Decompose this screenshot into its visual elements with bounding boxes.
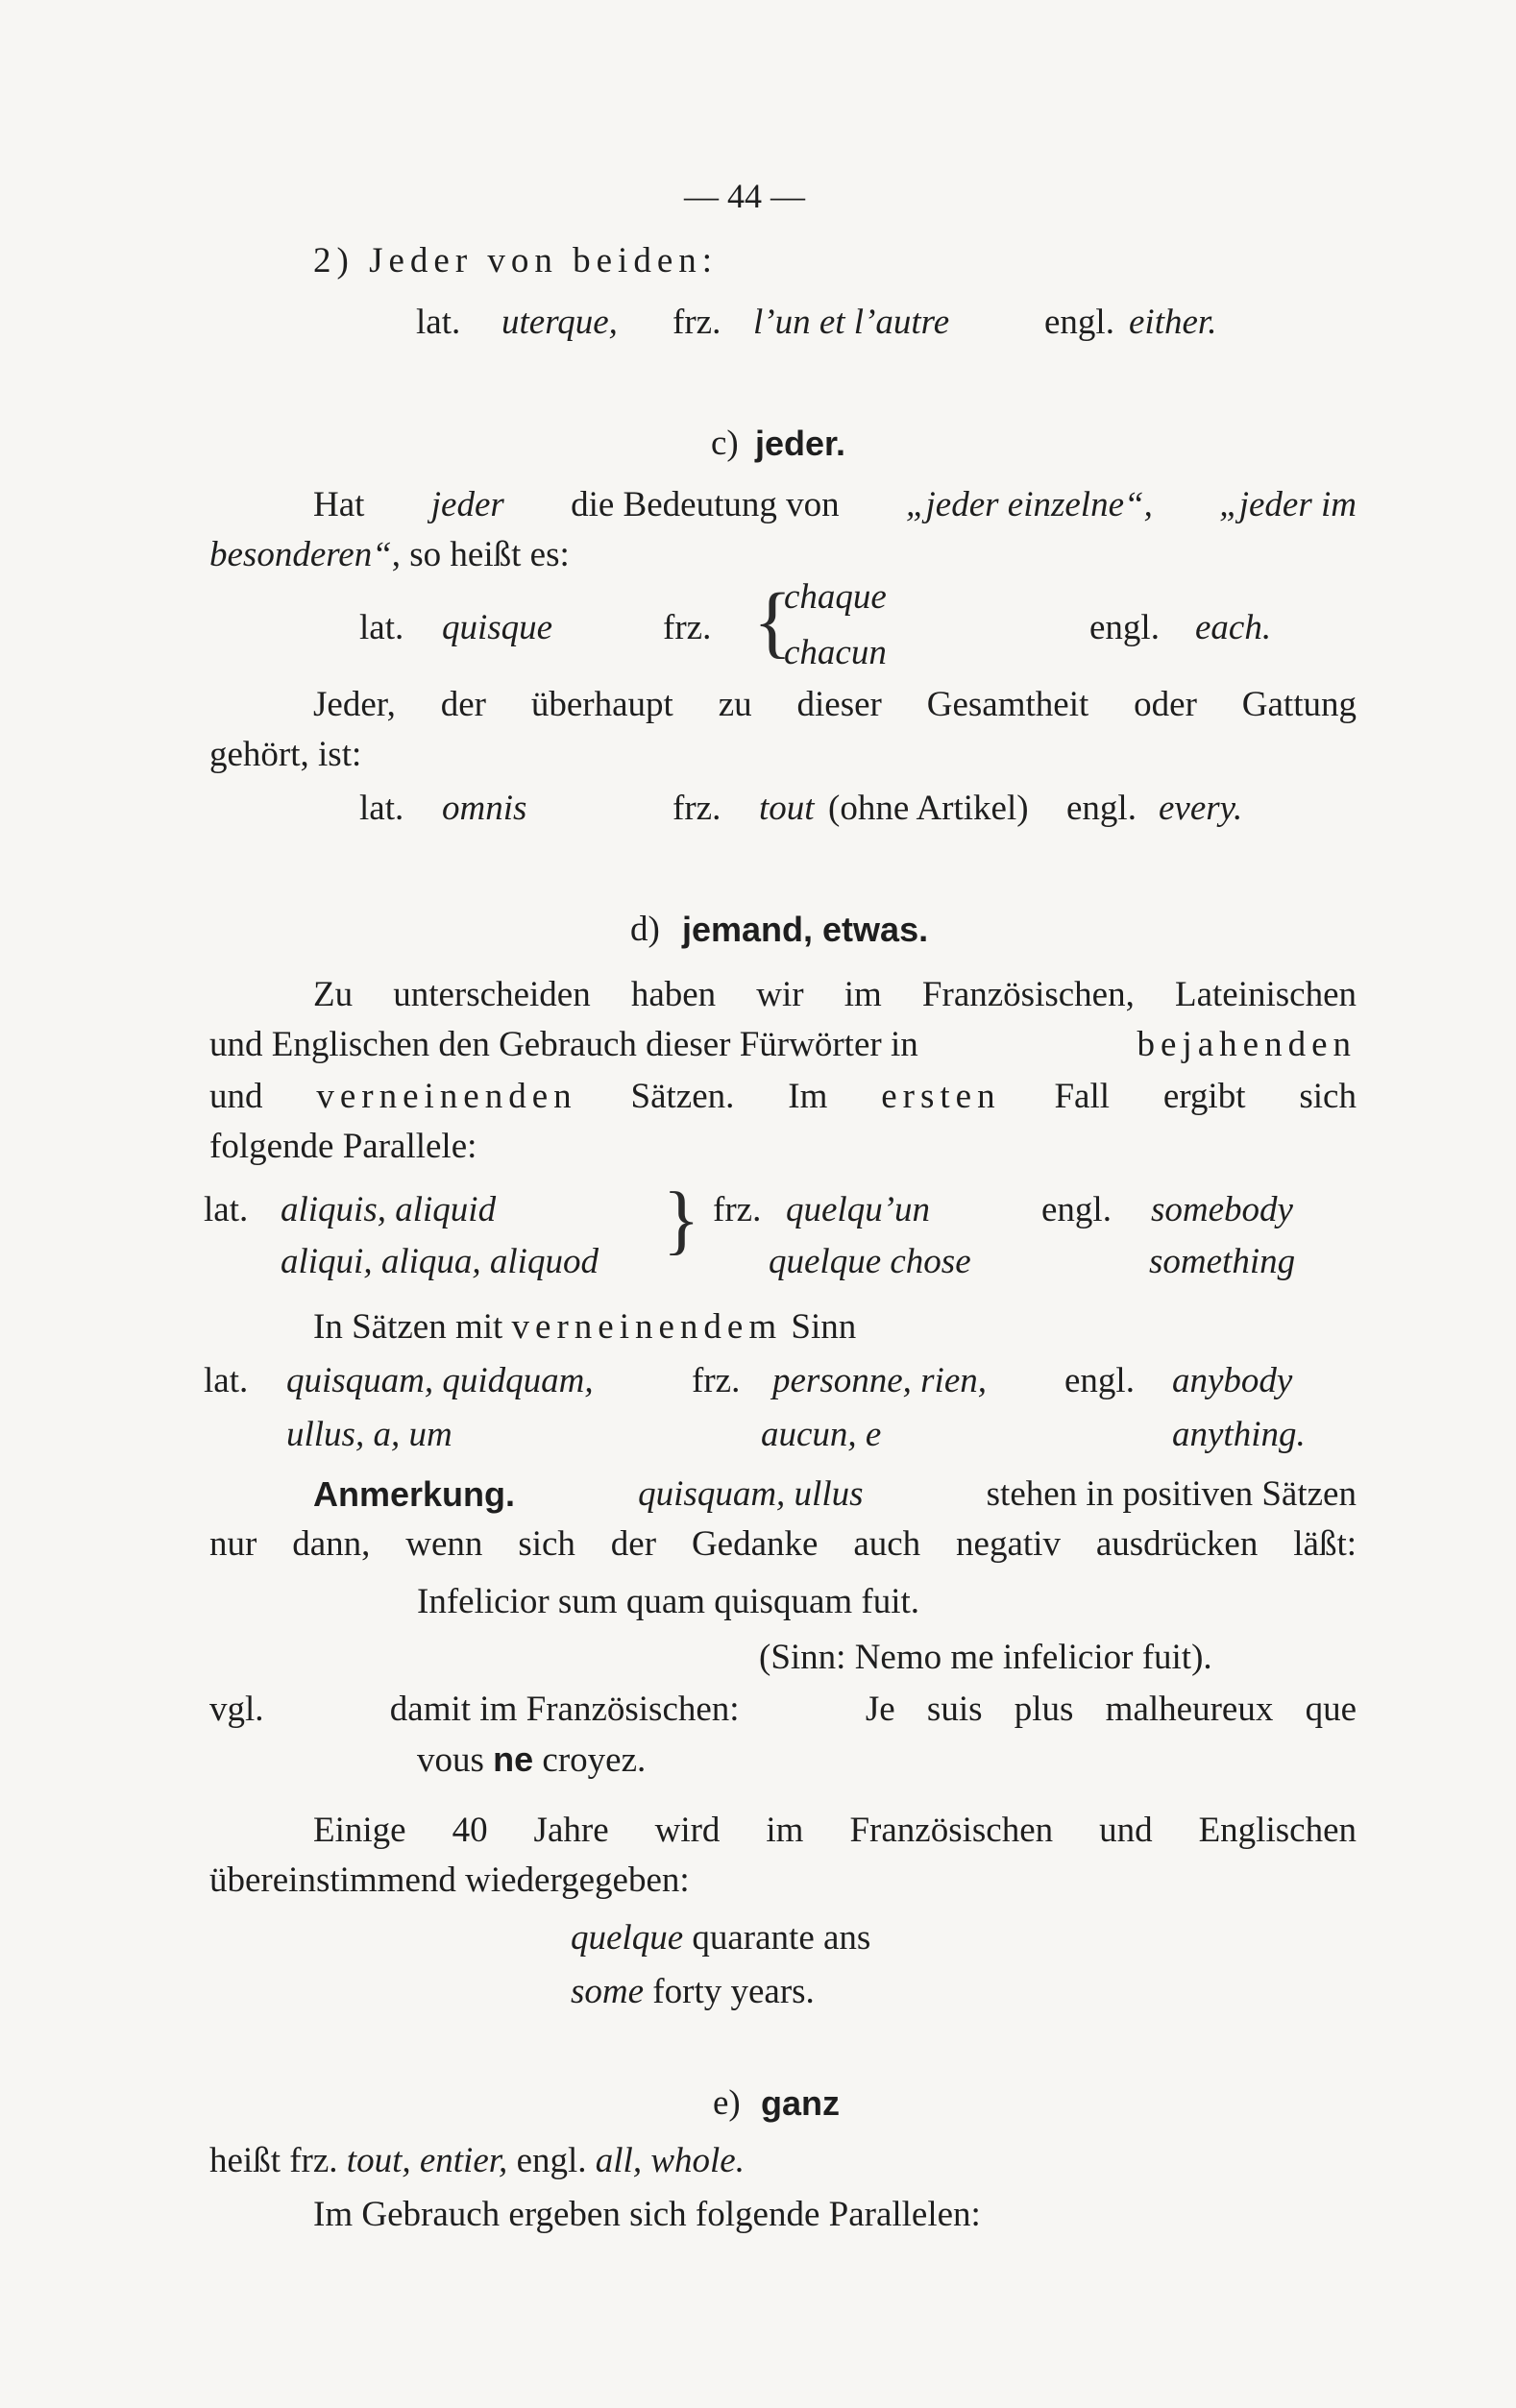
einige-line-1: Einige 40 Jahre wird im Französischen und Englischen xyxy=(313,1811,1357,1850)
c-ex1-frz-label: frz. xyxy=(663,608,712,647)
quelque-line xyxy=(571,1917,870,1959)
c-p2-a: besonderen“ xyxy=(209,535,392,574)
c-p1-d: „jeder einzelne“, xyxy=(905,485,1153,524)
d-pos-lat-2: aliqui, aliqua, aliquod xyxy=(281,1242,599,1281)
e-line-1 xyxy=(209,2140,745,2182)
c-paragraph-line-3: Jeder, der überhaupt zu dieser Gesamtheit oder Gattung xyxy=(313,685,1357,724)
d-neg-lat-2: ullus, a, um xyxy=(286,1415,452,1454)
d-pos-engl-label: engl. xyxy=(1041,1190,1112,1229)
vgl-b: damit im Französischen: xyxy=(389,1690,740,1729)
c-p1-e: „jeder im xyxy=(1219,485,1357,524)
e-l1-a: heißt frz. xyxy=(209,2141,338,2180)
vgl-l2-b: ne xyxy=(493,1739,534,1779)
quelque-word: quelque xyxy=(571,1918,684,1958)
c-p1-a: Hat xyxy=(313,485,365,524)
d-paragraph-line-1: Zu unterscheiden haben wir im Französischen, Lateinischen xyxy=(313,975,1357,1014)
c-ex1-frz-word-2: chacun xyxy=(784,633,887,672)
note-words: quisquam, ullus xyxy=(638,1474,864,1514)
d-neg-intro-b: verneinendem xyxy=(511,1307,783,1347)
d-p1-l2-a: und Englischen den Gebrauch dieser Fürwörter in xyxy=(209,1025,918,1064)
note-line-2: nur dann, wenn sich der Gedanke auch negativ ausdrücken läßt: xyxy=(209,1524,1357,1564)
c-ex2-lat-label: lat. xyxy=(359,789,404,828)
d-neg-frz-2: aucun, e xyxy=(761,1415,882,1454)
einige-line-2: übereinstimmend wiedergegeben: xyxy=(209,1861,690,1900)
some-line xyxy=(571,1971,815,2013)
d-paragraph-line-4: folgende Parallele: xyxy=(209,1127,477,1166)
d-neg-frz-label: frz. xyxy=(692,1361,741,1400)
s2-lat-label: lat. xyxy=(416,303,461,342)
e-l1-b: tout, entier, xyxy=(346,2141,508,2180)
d-neg-engl-1: anybody xyxy=(1172,1361,1293,1400)
c-p1-b: jeder xyxy=(430,485,504,524)
d-pos-frz-label: frz. xyxy=(713,1190,762,1229)
vgl-line-2 xyxy=(417,1739,646,1782)
vgl-a: vgl. xyxy=(209,1690,264,1729)
section-e-number: e) xyxy=(713,2083,741,2123)
c-ex1-frz-word-1: chaque xyxy=(784,577,887,617)
section-c-number: c) xyxy=(711,424,739,463)
vgl-c: Je suis plus malheureux que xyxy=(865,1690,1357,1729)
section-c-heading: jeder. xyxy=(755,424,846,463)
d-neg-intro xyxy=(313,1306,856,1349)
section-d-number: d) xyxy=(630,910,660,949)
d-pos-frz-1: quelqu’un xyxy=(786,1190,931,1229)
d-neg-engl-2: anything. xyxy=(1172,1415,1306,1454)
d-p1-l2-b: bejahenden xyxy=(1137,1025,1357,1064)
vgl-l2-c: croyez. xyxy=(542,1740,647,1780)
c-paragraph-line-1 xyxy=(313,484,1357,526)
s2-lat-word: uterque, xyxy=(501,303,618,342)
d-pos-engl-2: something xyxy=(1149,1242,1296,1281)
section-d-heading: jemand, etwas. xyxy=(682,910,929,949)
d-pos-brace: } xyxy=(663,1178,700,1262)
d-neg-lat-1: quisquam, quidquam, xyxy=(286,1361,594,1400)
e-l1-c: engl. xyxy=(516,2141,587,2180)
d-pos-frz-2: quelque chose xyxy=(769,1242,971,1281)
quarante-ans: quarante ans xyxy=(692,1918,871,1958)
d-neg-intro-a: In Sätzen mit xyxy=(313,1307,503,1347)
d-pos-engl-1: somebody xyxy=(1151,1190,1293,1229)
d-neg-engl-label: engl. xyxy=(1064,1361,1135,1400)
c-p2-b: , so heißt es: xyxy=(391,535,570,574)
c-p1-c: die Bedeutung von xyxy=(571,485,840,524)
d-paragraph-line-3 xyxy=(209,1076,1357,1118)
d-p1-l3-a: und xyxy=(209,1077,263,1116)
c-ex2-frz-note: (ohne Artikel) xyxy=(828,789,1029,828)
note-text-1: stehen in positiven Sätzen xyxy=(986,1474,1357,1514)
forty-years: forty years. xyxy=(652,1972,815,2011)
section-2-heading: 2) Jeder von beiden: xyxy=(313,241,719,280)
vgl-line-1 xyxy=(209,1689,1357,1731)
s2-frz-label: frz. xyxy=(672,303,721,342)
c-ex1-lat-word: quisque xyxy=(442,608,553,647)
c-ex1-lat-label: lat. xyxy=(359,608,404,647)
d-p1-l3-b: verneinenden xyxy=(316,1077,577,1116)
d-neg-intro-c: Sinn xyxy=(791,1307,857,1347)
e-line-2: Im Gebrauch ergeben sich folgende Parallelen: xyxy=(313,2195,981,2234)
c-ex1-brace: { xyxy=(753,577,793,667)
some-word: some xyxy=(571,1972,645,2011)
e-l1-d: all, whole. xyxy=(595,2141,745,2180)
d-p1-l3-c: Sätzen. xyxy=(630,1077,735,1116)
c-ex1-engl-label: engl. xyxy=(1089,608,1160,647)
c-ex2-frz-label: frz. xyxy=(672,789,721,828)
c-paragraph-line-4: gehört, ist: xyxy=(209,735,362,774)
d-p1-l3-f: Fall xyxy=(1054,1077,1110,1116)
d-p1-l3-d: Im xyxy=(788,1077,828,1116)
s2-engl-label: engl. xyxy=(1044,303,1114,342)
vgl-l2-a: vous xyxy=(417,1740,484,1780)
d-p1-l3-h: sich xyxy=(1299,1077,1357,1116)
c-paragraph-line-2 xyxy=(209,534,570,576)
d-pos-lat-label: lat. xyxy=(204,1190,249,1229)
d-p1-l3-e: ersten xyxy=(881,1077,1001,1116)
d-p1-l3-g: ergibt xyxy=(1162,1077,1246,1116)
c-ex2-engl-word: every. xyxy=(1159,789,1243,828)
s2-engl-word: either. xyxy=(1129,303,1217,342)
d-neg-frz-1: personne, rien, xyxy=(772,1361,987,1400)
c-ex2-engl-label: engl. xyxy=(1066,789,1137,828)
s2-frz-word: l’un et l’autre xyxy=(753,303,950,342)
note-line-1 xyxy=(313,1473,1357,1516)
c-ex1-engl-word: each. xyxy=(1195,608,1272,647)
page-number: — 44 — xyxy=(684,177,805,215)
d-pos-lat-1: aliquis, aliquid xyxy=(281,1190,497,1229)
c-ex2-lat-word: omnis xyxy=(442,789,527,828)
note-example: Infelicior sum quam quisquam fuit. xyxy=(417,1582,920,1621)
section-e-heading: ganz xyxy=(761,2083,841,2123)
note-sinn: (Sinn: Nemo me infelicior fuit). xyxy=(759,1638,1212,1677)
d-neg-lat-label: lat. xyxy=(204,1361,249,1400)
note-label: Anmerkung. xyxy=(313,1474,516,1514)
d-paragraph-line-2 xyxy=(209,1024,1357,1066)
c-ex2-frz-word: tout xyxy=(759,789,815,828)
